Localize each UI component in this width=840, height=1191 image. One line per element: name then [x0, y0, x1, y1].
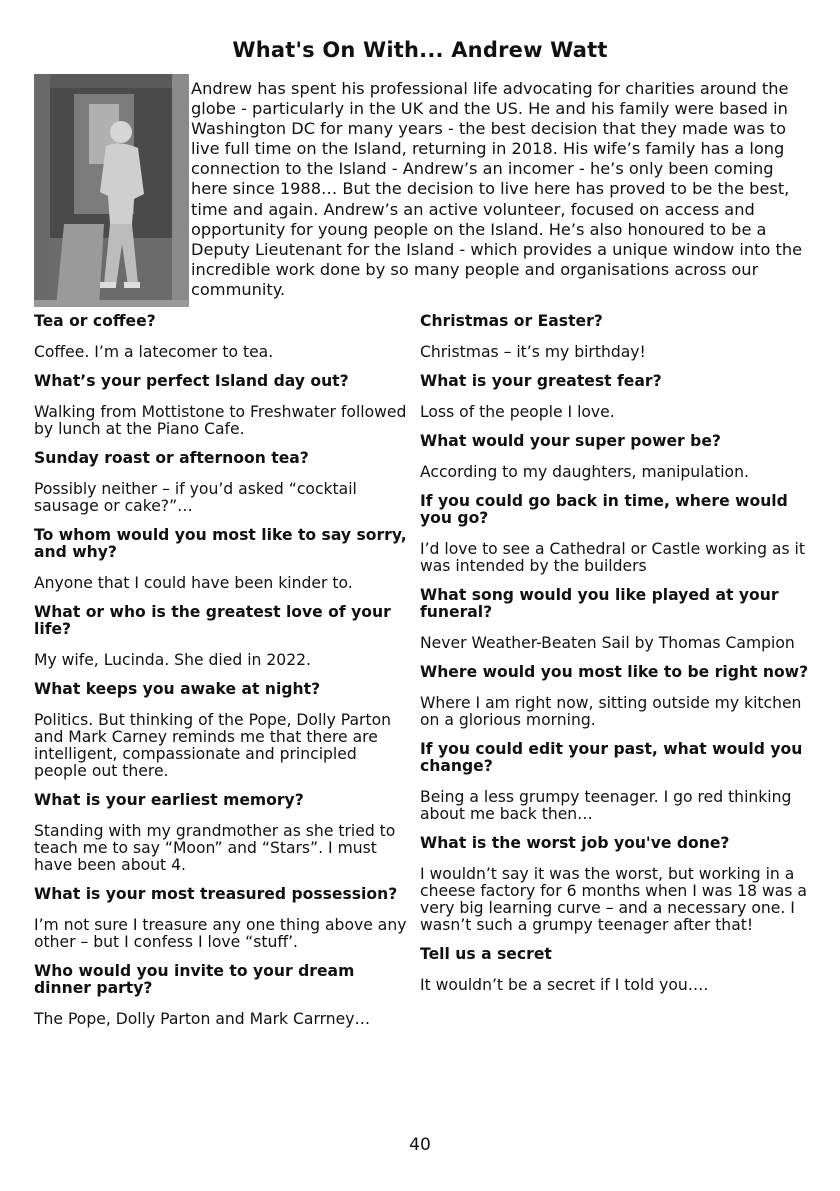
answer: According to my daughters, manipulation. [420, 463, 749, 481]
qa-column-right [420, 313, 810, 1006]
answer: Being a less grumpy teenager. I go red thinking about me back then… [420, 788, 792, 823]
question: What or who is the greatest love of your life? [34, 603, 391, 638]
question: To whom would you most like to say sorry, and why? [34, 526, 407, 561]
qa-item [34, 313, 412, 361]
page-number: 40 [409, 1135, 431, 1155]
qa-item [34, 963, 412, 1028]
question: What is your earliest memory? [34, 791, 304, 809]
qa-item [420, 835, 810, 934]
intro-paragraph [191, 79, 803, 300]
answer: I’d love to see a Cathedral or Castle working as it was intended by the builders [420, 540, 806, 575]
question: What keeps you awake at night? [34, 680, 321, 698]
portrait-image [34, 74, 189, 307]
question: What is your greatest fear? [420, 372, 662, 390]
answer: Walking from Mottistone to Freshwater followed by lunch at the Piano Cafe. [34, 403, 407, 438]
answer: It wouldn’t be a secret if I told you…. [420, 976, 709, 994]
intro-text: Andrew has spent his professional life advocating for charities around the globe - particularly in the UK and the US. He and his family were based in Washington DC for many years - the best decision that they made was to live full time on the Island, returning in 2018. His wife’s family has a long connection to the Island - Andrew’s an incomer - he’s only been coming here since 1988… But the decision to live here has proved to be the best, time and again. Andrew’s an active volunteer, focused on access and opportunity for young people on the Island. He’s also honoured to be a Deputy Lieutenant for the Island - which provides a unique window into the incredible work done by so many people and organisations across our community. [191, 79, 803, 299]
question: What is the worst job you've done? [420, 834, 730, 852]
qa-item [420, 664, 810, 729]
qa-column-left [34, 313, 412, 1040]
answer: Standing with my grandmother as she tried to teach me to say “Moon” and “Stars”. I must have been about 4. [34, 822, 396, 874]
portrait-photo [34, 74, 189, 307]
question: Sunday roast or afternoon tea? [34, 449, 309, 467]
question: If you could edit your past, what would you change? [420, 740, 803, 775]
question: Where would you most like to be right now? [420, 663, 809, 681]
question: Christmas or Easter? [420, 312, 603, 330]
qa-item [34, 527, 412, 592]
answer: Possibly neither – if you’d asked “cocktail sausage or cake?”… [34, 480, 357, 515]
qa-item [34, 886, 412, 951]
qa-item [420, 741, 810, 823]
answer: I wouldn’t say it was the worst, but working in a cheese factory for 6 months when I was 18 was a very big learning curve – and a necessary one. I wasn’t such a grumpy teenager after that! [420, 865, 807, 934]
answer: Loss of the people I love. [420, 403, 615, 421]
answer: Where I am right now, sitting outside my kitchen on a glorious morning. [420, 694, 802, 729]
question: What is your most treasured possession? [34, 885, 398, 903]
question: Who would you invite to your dream dinner party? [34, 962, 355, 997]
qa-item [420, 587, 810, 652]
qa-item [34, 604, 412, 669]
question: Tell us a secret [420, 945, 552, 963]
answer: I’m not sure I treasure any one thing above any other – but I confess I love “stuff’. [34, 916, 407, 951]
qa-item [420, 373, 810, 421]
question: Tea or coffee? [34, 312, 156, 330]
qa-item [420, 493, 810, 575]
qa-item [420, 433, 810, 481]
question: What would your super power be? [420, 432, 721, 450]
answer: Christmas – it’s my birthday! [420, 343, 646, 361]
answer: Coffee. I’m a latecomer to tea. [34, 343, 274, 361]
question: What’s your perfect Island day out? [34, 372, 349, 390]
question: What song would you like played at your funeral? [420, 586, 779, 621]
answer: Anyone that I could have been kinder to. [34, 574, 353, 592]
qa-item [34, 373, 412, 438]
qa-item [34, 681, 412, 780]
page-title: What's On With... Andrew Watt [232, 38, 608, 62]
answer: Politics. But thinking of the Pope, Dolly Parton and Mark Carney reminds me that there are intelligent, compassionate and principled people out there. [34, 711, 392, 780]
answer: Never Weather-Beaten Sail by Thomas Campion [420, 634, 795, 652]
qa-item [420, 946, 810, 994]
qa-item [420, 313, 810, 361]
qa-item [34, 792, 412, 874]
qa-item [34, 450, 412, 515]
answer: The Pope, Dolly Parton and Mark Carrney… [34, 1010, 371, 1028]
answer: My wife, Lucinda. She died in 2022. [34, 651, 312, 669]
question: If you could go back in time, where would you go? [420, 492, 788, 527]
